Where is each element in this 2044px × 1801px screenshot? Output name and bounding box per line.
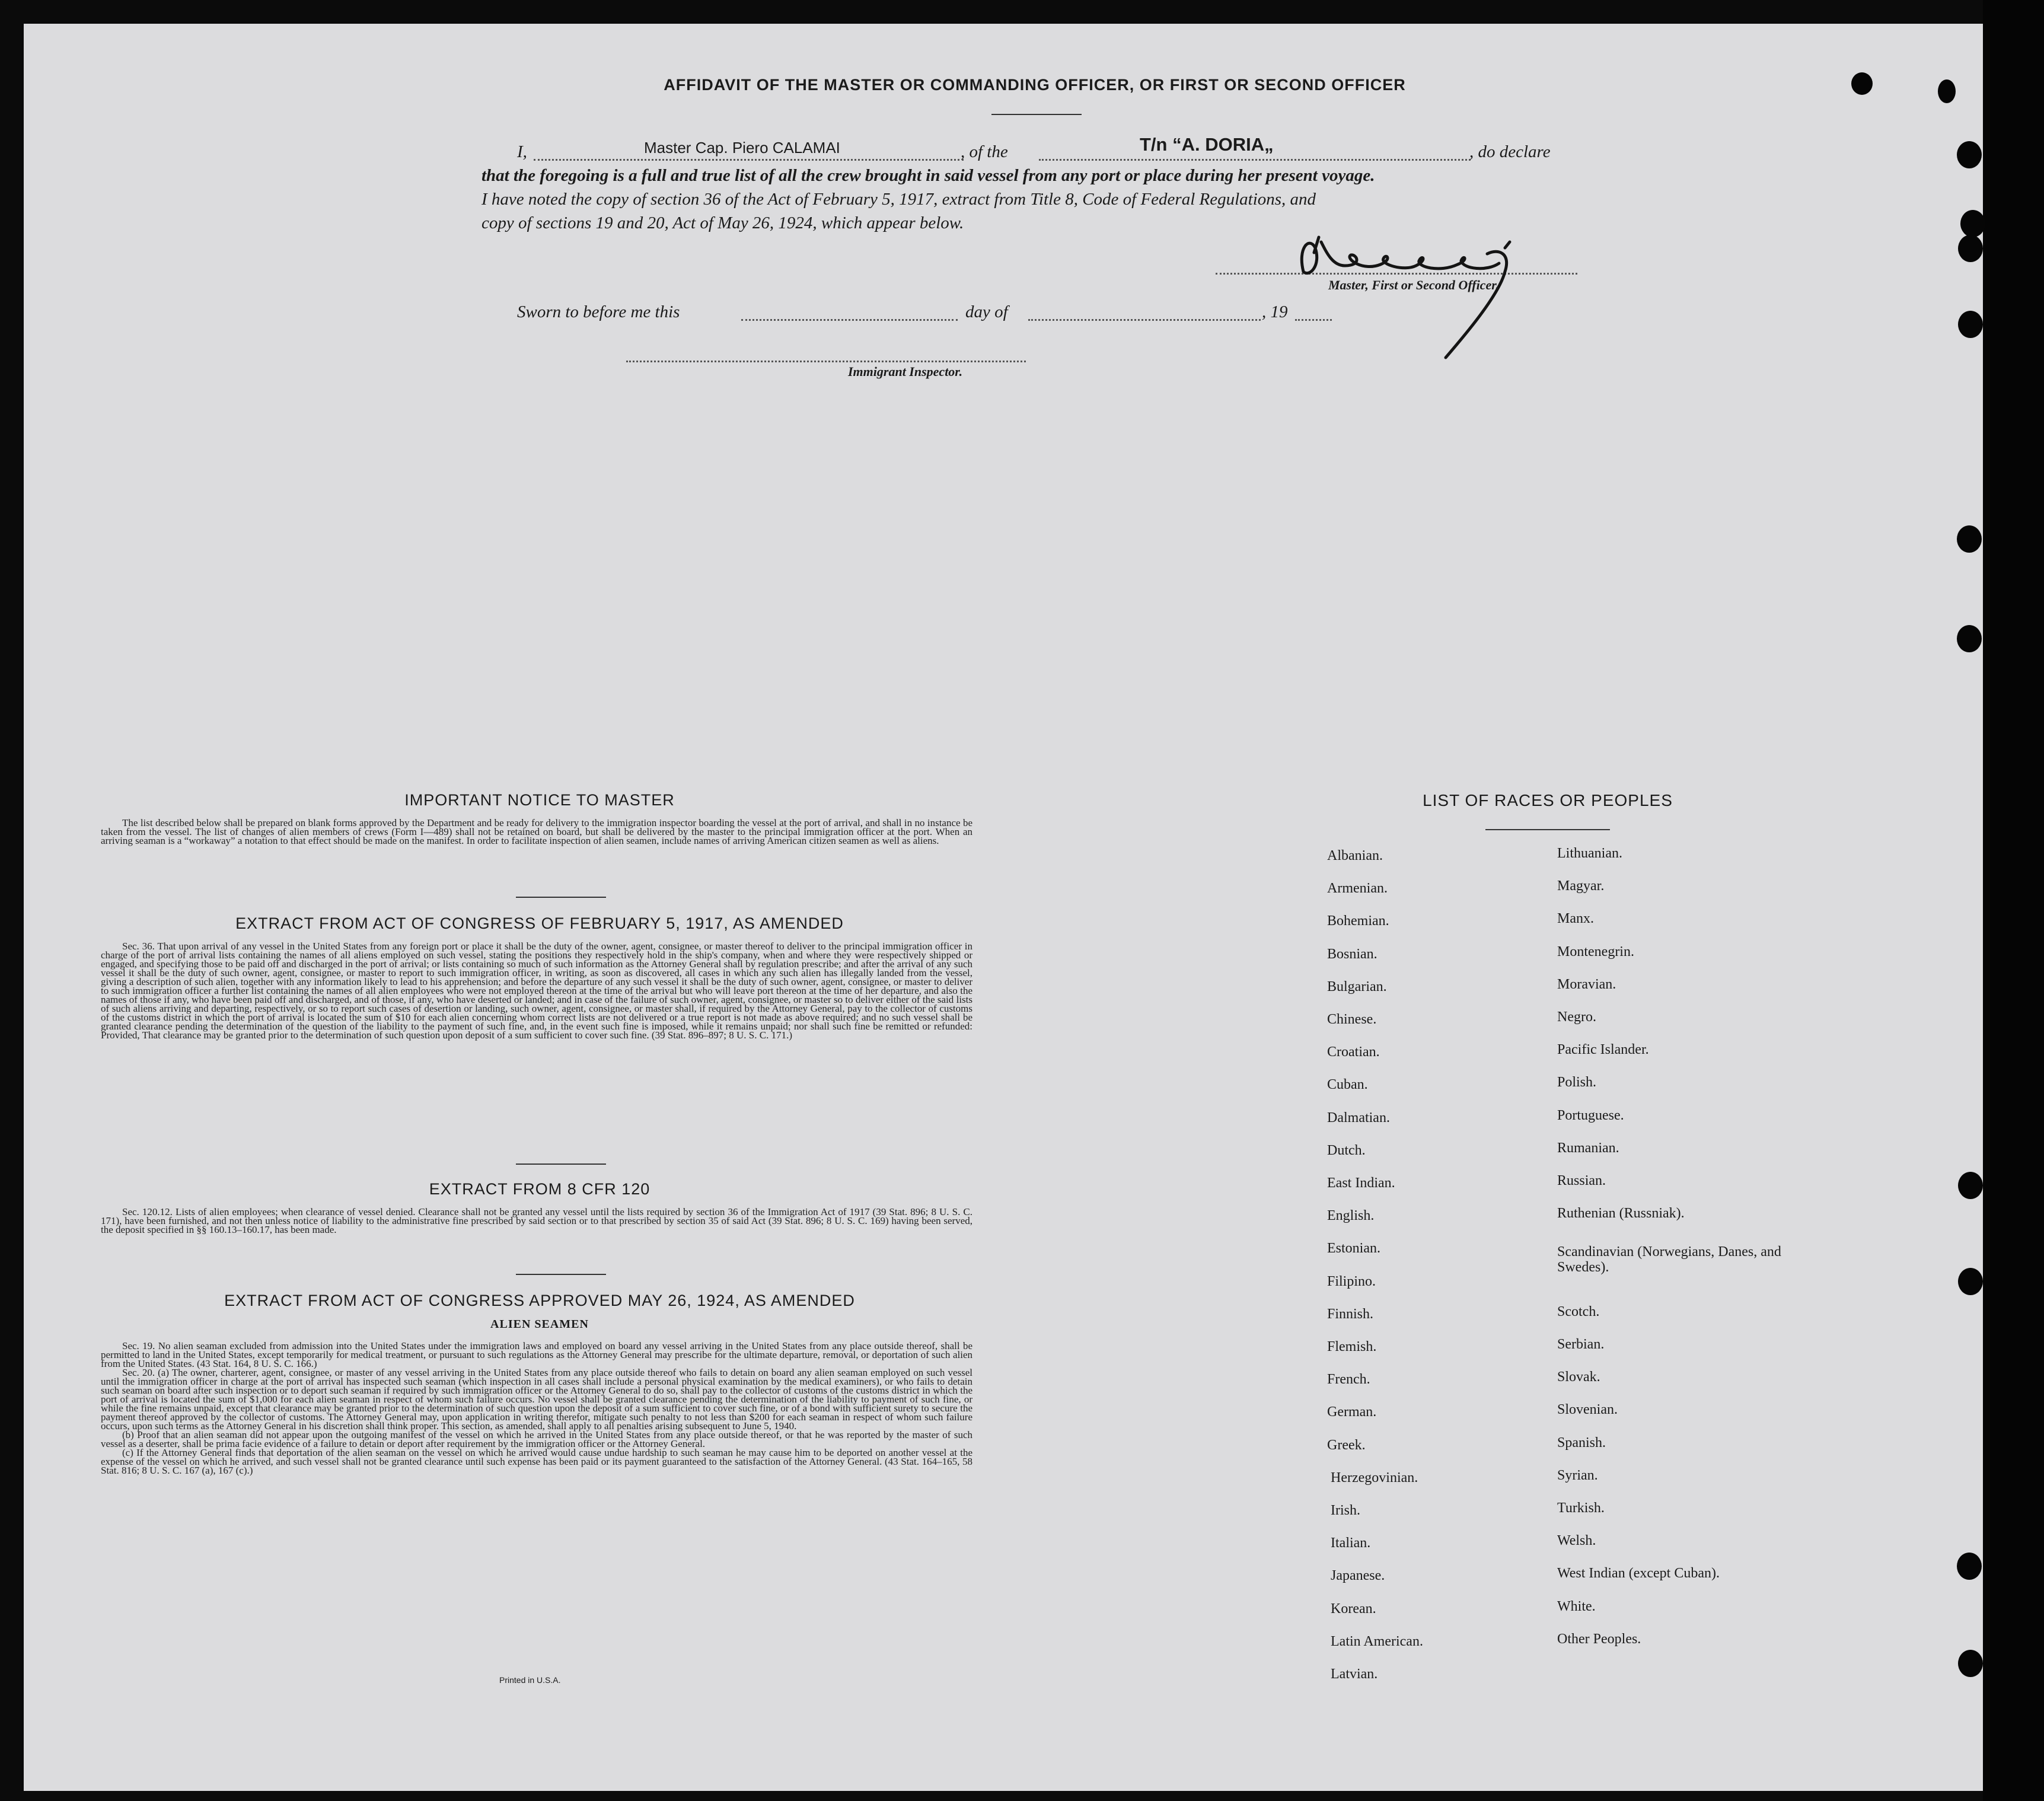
sworn-prefix: Sworn to before me this [517, 302, 680, 321]
race-item: Albanian. [1327, 848, 1383, 863]
punch-hole [1960, 210, 1985, 237]
officer-signature [1286, 230, 1564, 361]
sworn-date-line [741, 319, 958, 321]
document-sheet [24, 24, 1983, 1791]
race-item: Estonian. [1327, 1241, 1380, 1257]
race-item: Rumanian. [1557, 1140, 1619, 1156]
race-item: English. [1327, 1208, 1375, 1224]
vessel-name: T/n “A. DORIA„ [1140, 134, 1274, 155]
race-item: Japanese. [1331, 1568, 1385, 1584]
race-item: Dutch. [1327, 1142, 1366, 1158]
printed-in-usa: Printed in U.S.A. [499, 1675, 561, 1685]
race-item: Welsh. [1557, 1533, 1596, 1549]
race-item: Pacific Islander. [1557, 1042, 1649, 1058]
race-item: Greek. [1327, 1437, 1366, 1453]
vessel-field-line [1039, 159, 1471, 161]
affidavit-of-the: , of the [961, 142, 1008, 161]
inspector-line [626, 361, 1026, 362]
punch-hole [1957, 141, 1982, 168]
race-item: Chinese. [1327, 1012, 1377, 1027]
extract-cfr-title: EXTRACT FROM 8 CFR 120 [429, 1180, 650, 1198]
extract-1917-title: EXTRACT FROM ACT OF CONGRESS OF FEBRUARY 5, 1917, AS AMENDED [235, 914, 844, 932]
race-item: Manx. [1557, 911, 1594, 927]
race-item: Magyar. [1557, 878, 1605, 894]
affidavit-line-2: that the foregoing is a full and true list of all the crew brought in said vessel from any port or place during her present voyage. [481, 166, 1375, 185]
race-item: Russian. [1557, 1173, 1606, 1188]
race-item: Negro. [1557, 1009, 1596, 1025]
punch-hole [1958, 235, 1983, 262]
race-item: Serbian. [1557, 1337, 1605, 1352]
punch-hole [1957, 625, 1982, 652]
extract-1924-body [101, 1341, 972, 1475]
sworn-year: , 19 [1262, 302, 1288, 321]
race-item: Bohemian. [1327, 913, 1389, 929]
punch-hole [1938, 79, 1956, 103]
race-item: Finnish. [1327, 1306, 1374, 1322]
race-item: Other Peoples. [1557, 1631, 1641, 1647]
races-title: LIST OF RACES OR PEOPLES [1423, 791, 1673, 809]
race-item: Montenegrin. [1557, 943, 1634, 960]
name-field-line [534, 159, 964, 161]
race-item: Armenian. [1327, 881, 1388, 897]
section-divider [516, 1274, 606, 1275]
section-divider [516, 1164, 606, 1165]
race-item: Scotch. [1557, 1303, 1600, 1319]
race-item: Italian. [1331, 1535, 1371, 1551]
race-item: Bulgarian. [1327, 978, 1387, 994]
race-item: Irish. [1331, 1503, 1360, 1518]
section-19: Sec. 19. No alien seaman excluded from admission into the United States under the immigration laws and employed on board any vessel arriving in the United States from any place outside thereof, shall be permitted to land in the United States, except temporarily for medical treatment, or pursuant to such regulations as the Attorney General may prescribe for the ultimate departure, removal, or deportation of such alien from the United States. (43 Stat. 164, 8 U. S. C. 166.) [101, 1340, 972, 1369]
sworn-month-line [1028, 319, 1261, 321]
punch-hole [1957, 525, 1982, 553]
punch-hole [1851, 72, 1873, 95]
punch-hole [1958, 1650, 1983, 1677]
race-item: Lithuanian. [1557, 846, 1622, 861]
punch-hole [1957, 1553, 1982, 1580]
sworn-day-of: day of [965, 302, 1008, 321]
race-item: Polish. [1557, 1075, 1597, 1091]
notice-body: The list described below shall be prepared on blank forms approved by the Department and be ready for delivery to the immigration inspector boarding the vessel at the port of arrival, and shall in no instance be taken from the vessel. The list of changes of alien members of crews (Form I—489) shall not be retained on board, but shall be delivered by the master to the principal immigration officer at the port. When an arriving seaman is a “workaway” a notation to that effect should be made on the manifest. In order to facilitate inspection of alien seamen, include names of arriving American citizen seamen as well as aliens. [101, 817, 972, 846]
race-item: Latvian. [1331, 1666, 1378, 1682]
races-divider [1485, 829, 1610, 830]
race-item: Ruthenian (Russniak). [1557, 1206, 1685, 1222]
section-20a: Sec. 20. (a) The owner, charterer, agent, consignee, or master of any vessel arriving in the United States from any place outside thereof who fails to detain on board any alien seaman employed on such vessel until the immigration officer in charge at the port of arrival has inspected such seaman (which inspection in all cases shall include a personal physical examination by the medical examiners), or who fails to detain such seaman on board after such inspection or to deport such seaman if required by such immigration officer or the Attorney General to do so, shall pay to the collector of customs of the customs district in which the port of arrival is located the sum of $1,000 for each alien seaman in respect of whom such failure occurs. No vessel shall be granted clearance pending the determination of the liability to payment of such fine, or while the fine remains unpaid, except that clearance may be granted prior to the determination of such question upon the deposit of a sum sufficient to cover such fine, or of a bond with sufficient surety to secure the payment thereof approved by the collector of customs. The Attorney General may, upon application in writing therefor, mitigate such penalty to not less than $200 for each seaman in respect of whom such failure occurs, upon such terms as the Attorney General in his discretion shall think proper. This section, as amended, shall apply to all penalties arising subsequent to June 5, 1940. [101, 1367, 972, 1432]
section-20b: (b) Proof that an alien seaman did not appear upon the outgoing manifest of the vessel on which he arrived in the United States from any place outside thereof, or that he was reported by the master of such vessel as a deserter, shall be prima facie evidence of a failure to detain or deport after requirement by the immigration officer or the Attorney General. [101, 1429, 972, 1449]
affidavit-do-declare: , do declare [1469, 142, 1551, 161]
punch-hole [1958, 1268, 1983, 1295]
race-item: East Indian. [1327, 1175, 1395, 1191]
affidavit-line-3: I have noted the copy of section 36 of the Act of February 5, 1917, extract from Title 8, Code of Federal Regulations, and [481, 190, 1316, 209]
affidavit-i: I, [517, 142, 527, 161]
race-item: Slovenian. [1557, 1402, 1618, 1418]
notice-title: IMPORTANT NOTICE TO MASTER [404, 791, 675, 809]
punch-hole [1958, 1172, 1983, 1199]
punch-hole [1958, 311, 1983, 338]
inspector-caption: Immigrant Inspector. [848, 364, 963, 379]
alien-seamen-subtitle: ALIEN SEAMEN [490, 1318, 589, 1331]
race-item: Filipino. [1327, 1273, 1376, 1289]
race-item: White. [1557, 1598, 1596, 1614]
race-item: Bosnian. [1327, 946, 1377, 962]
extract-cfr-body: Sec. 120.12. Lists of alien employees; when clearance of vessel denied. Clearance shall not be granted any vessel until the lists required by section 36 of the Immigration Act of 1917 (39 Stat. 896; 8 U. S. C. 171), have been furnished, and not then unless notice of liability to the administrative fine prescribed by said section or to that prescribed by section 35 of said Act (39 Stat. 896; 8 U. S. C. 169) having been served, the deposit specified in §§ 160.13–160.17, has been made. [101, 1206, 972, 1235]
title-divider [991, 114, 1082, 115]
affidavit-line-4: copy of sections 19 and 20, Act of May 26, 1924, which appear below. [481, 213, 964, 232]
extract-1917-body: Sec. 36. That upon arrival of any vessel in the United States from any foreign port or place it shall be the duty of the owner, agent, consignee, or master thereof to deliver to the principal immigration officer in charge of the port of arrival lists containing the names of all aliens employed on such vessel, stating the positions they respectively hold in the ship's company, when and where they were respectively shipped or engaged, and specifying those to be paid off and discharged in the port of arrival; or lists containing so much of such information as the Attorney General shall by regulation prescribe; and after the arrival of any such vessel it shall be the duty of such owner, agent, consignee, or master to report to such immigration officer, in writing, as soon as discovered, all cases in which any such alien has illegally landed from the vessel, giving a description of such alien, together with any information likely to lead to his apprehension; and before the departure of any such vessel it shall be the duty of such owner, agent, consignee, or master to deliver to such immigration officer a further list containing the names of all alien employees who were not employed thereon at the time of the arrival but who will leave port thereon at the time of her departure, and also the names of those if any, who have been paid off and discharged, and of those, if any, who have deserted or landed; and in case of the failure of such owner, agent, consignee, or master so to deliver either of the said lists of such aliens arriving and departing, respectively, or so to report such cases of desertion or landing, such owner, agent, consignee, or master shall, if required by the Attorney General, pay to the collector of customs of the customs district in which the port of arrival is located the sum of $10 for each alien concerning whom correct lists are not delivered or a true report is not made as above required; and no such vessel shall be granted clearance pending the determination of the question of the liability to the payment of such fine, and, in the event such fine is imposed, while it remains unpaid; nor shall such fine be remitted or refunded: Provided, That clearance may be granted prior to the determination of such question upon deposit of a sum sufficient to cover such fine. (39 Stat. 896–897; 8 U. S. C. 171.) [101, 941, 972, 1041]
race-item: Croatian. [1327, 1044, 1380, 1060]
race-item: Flemish. [1327, 1339, 1377, 1354]
race-item: Syrian. [1557, 1467, 1598, 1483]
sworn-year-line [1295, 319, 1332, 321]
race-item: Herzegovinian. [1331, 1470, 1418, 1486]
race-item: Turkish. [1557, 1500, 1605, 1516]
race-item: Moravian. [1557, 976, 1616, 992]
section-divider [516, 897, 606, 898]
race-item: French. [1327, 1372, 1370, 1388]
race-item: Portuguese. [1557, 1107, 1624, 1123]
race-item: Dalmatian. [1327, 1110, 1390, 1126]
scan-border [1983, 0, 2044, 1801]
race-item: German. [1327, 1404, 1377, 1420]
officer-caption: Master, First or Second Officer. [1328, 278, 1500, 292]
master-name: Master Cap. Piero CALAMAI [644, 139, 840, 157]
race-item: Scandinavian (Norwegians, Danes, and Swedes). [1557, 1244, 1781, 1276]
race-item: Latin American. [1331, 1633, 1423, 1649]
section-20c: (c) If the Attorney General finds that deportation of the alien seaman on the vessel on which he arrived would cause undue hardship to such seaman he may cause him to be deported on another vessel at the expense of the vessel on which he arrived, and such vessel shall not be granted clearance until such expense has been paid or its payment guaranteed to the satisfaction of the Attorney General. (43 Stat. 164–165, 58 Stat. 816; 8 U. S. C. 167 (a), 167 (c).) [101, 1447, 972, 1476]
race-item: Slovak. [1557, 1369, 1600, 1385]
race-item: Cuban. [1327, 1077, 1368, 1093]
affidavit-title: AFFIDAVIT OF THE MASTER OR COMMANDING OFFICER, OR FIRST OR SECOND OFFICER [664, 76, 1406, 94]
race-item: Korean. [1331, 1601, 1376, 1617]
race-item: West Indian (except Cuban). [1557, 1566, 1720, 1582]
extract-1924-title: EXTRACT FROM ACT OF CONGRESS APPROVED MAY 26, 1924, AS AMENDED [224, 1292, 855, 1309]
race-item: Spanish. [1557, 1435, 1606, 1451]
